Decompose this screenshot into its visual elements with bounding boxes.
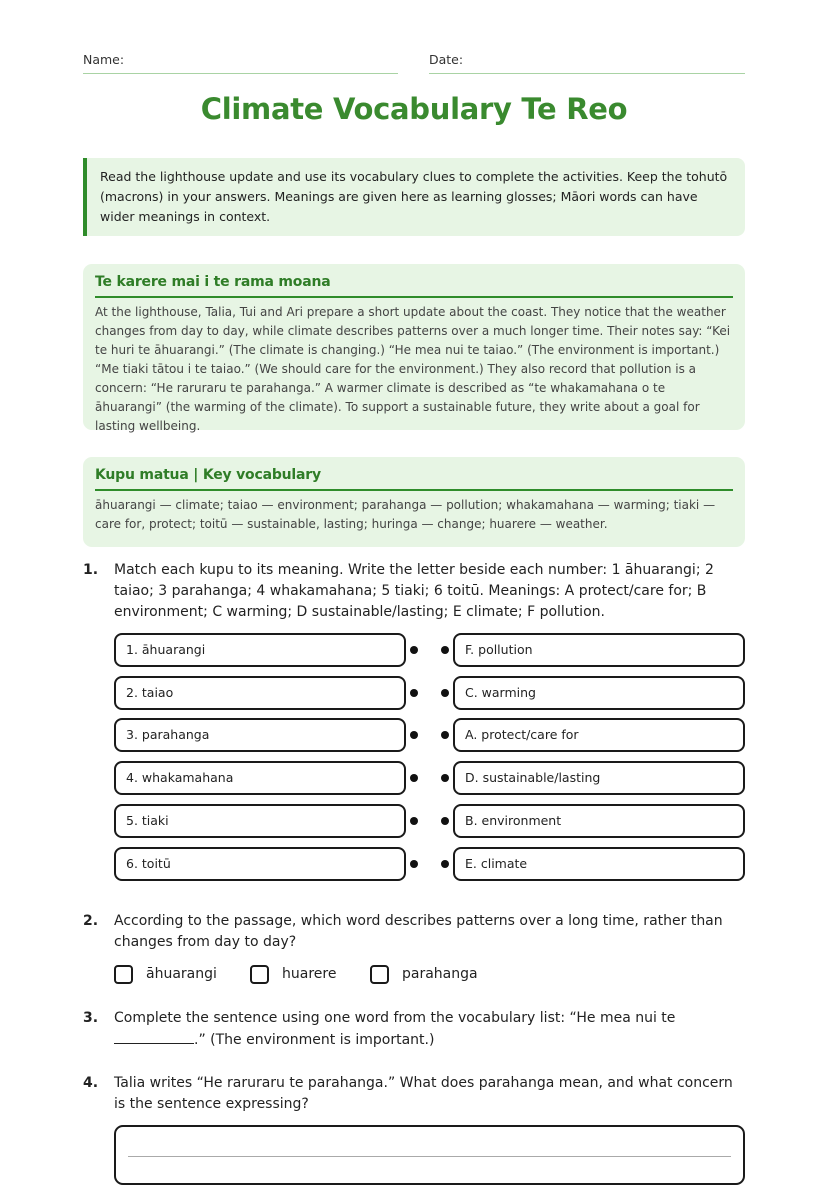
checkbox[interactable]	[114, 965, 133, 984]
connector-dot[interactable]	[410, 731, 418, 739]
checkbox[interactable]	[250, 965, 269, 984]
question-number: 1.	[83, 562, 99, 578]
connector-dot[interactable]	[441, 646, 449, 654]
match-meaning-box[interactable]: D. sustainable/lasting	[453, 761, 745, 795]
connector-dot[interactable]	[410, 689, 418, 697]
option-label: parahanga	[402, 966, 478, 982]
option-label: huarere	[282, 966, 337, 982]
question-text-before: Complete the sentence using one word from the vocabulary list: “He mea nui te	[114, 1010, 676, 1026]
vocabulary-text: āhuarangi — climate; taiao — environment; parahanga — pollution; whakamahana — warming; tiaki — care for, protect; toitū — sustainable, lasting; huringa — change; huarere — weather.	[95, 498, 716, 531]
question-number: 2.	[83, 913, 99, 929]
question-text: According to the passage, which word describes patterns over a long time, rather than changes from day to day?	[114, 913, 723, 950]
match-row	[114, 633, 745, 667]
connector-dot[interactable]	[441, 689, 449, 697]
question-3	[83, 1008, 745, 1051]
passage-text: At the lighthouse, Talia, Tui and Ari prepare a short update about the coast. They notice that the weather changes from day to day, while climate describes patterns over a much longer time. Their notes say: “Kei te huri te āhuarangi.” (The climate is changing.) “He mea nui te taiao.” (The environment is important.) “Me tiaki tātou i te taiao.” (We should care for the environment.) They also record that pollution is a concern: “He raruraru te parahanga.” A warmer climate is described as “te whakamahana o te āhuarangi” (the warming of the climate). To support a sustainable future, they write about a goal for lasting wellbeing.	[95, 305, 731, 433]
match-meaning-box[interactable]: B. environment	[453, 804, 745, 838]
name-label: Name:	[83, 52, 125, 67]
question-text	[114, 1008, 745, 1051]
question-number: 4.	[83, 1075, 99, 1091]
match-term-box[interactable]: 2. taiao	[114, 676, 406, 710]
passage-heading: Te karere mai i te rama moana	[95, 274, 733, 298]
connector-dot[interactable]	[441, 731, 449, 739]
match-term-box[interactable]: 3. parahanga	[114, 718, 406, 752]
answer-box[interactable]	[114, 1125, 745, 1185]
page-title: Climate Vocabulary Te Reo	[200, 92, 628, 126]
question-text: Match each kupu to its meaning. Write the letter beside each number: 1 āhuarangi; 2 taiao; 3 parahanga; 4 whakamahana; 5 tiaki; 6 toitū. Meanings: A protect/care for; B environment; C warming; D sustainable/lasting; E climate; F pollution.	[114, 562, 714, 620]
match-row	[114, 847, 745, 881]
name-field[interactable]	[83, 52, 398, 74]
name-date-row	[83, 52, 745, 74]
question-2	[83, 911, 745, 953]
passage-card	[83, 264, 745, 433]
question-text-after: .” (The environment is important.)	[194, 1032, 435, 1048]
connector-dot[interactable]	[410, 860, 418, 868]
match-meaning-box[interactable]: A. protect/care for	[453, 718, 745, 752]
connector-dot[interactable]	[410, 774, 418, 782]
fill-in-blank[interactable]	[114, 1029, 194, 1044]
match-term-box[interactable]: 6. toitū	[114, 847, 406, 881]
answer-line	[128, 1156, 731, 1157]
match-row	[114, 718, 745, 752]
connector-dot[interactable]	[441, 860, 449, 868]
checkbox[interactable]	[370, 965, 389, 984]
vocabulary-card	[83, 457, 745, 547]
vocabulary-heading: Kupu matua | Key vocabulary	[95, 467, 733, 491]
question-1	[83, 560, 745, 623]
connector-dot[interactable]	[410, 817, 418, 825]
connector-dot[interactable]	[441, 817, 449, 825]
question-number: 3.	[83, 1010, 99, 1026]
match-term-box[interactable]: 1. āhuarangi	[114, 633, 406, 667]
match-meaning-box[interactable]: C. warming	[453, 676, 745, 710]
question-text: Talia writes “He raruraru te parahanga.” What does parahanga mean, and what concern is the sentence expressing?	[114, 1075, 733, 1112]
match-term-box[interactable]: 5. tiaki	[114, 804, 406, 838]
answer-options	[114, 964, 614, 988]
connector-dot[interactable]	[441, 774, 449, 782]
date-field[interactable]	[429, 52, 745, 74]
match-row	[114, 676, 745, 710]
date-label: Date:	[429, 52, 464, 67]
match-row	[114, 804, 745, 838]
connector-dot[interactable]	[410, 646, 418, 654]
question-4	[83, 1073, 745, 1115]
match-meaning-box[interactable]: E. climate	[453, 847, 745, 881]
match-row	[114, 761, 745, 795]
instructions-box: Read the lighthouse update and use its vocabulary clues to complete the activities. Keep the tohutō (macrons) in your answers. Meanings are given here as learning glosses; Māori words can have wider meanings in context.	[83, 158, 745, 236]
match-term-box[interactable]: 4. whakamahana	[114, 761, 406, 795]
match-meaning-box[interactable]: F. pollution	[453, 633, 745, 667]
option-label: āhuarangi	[146, 966, 217, 982]
